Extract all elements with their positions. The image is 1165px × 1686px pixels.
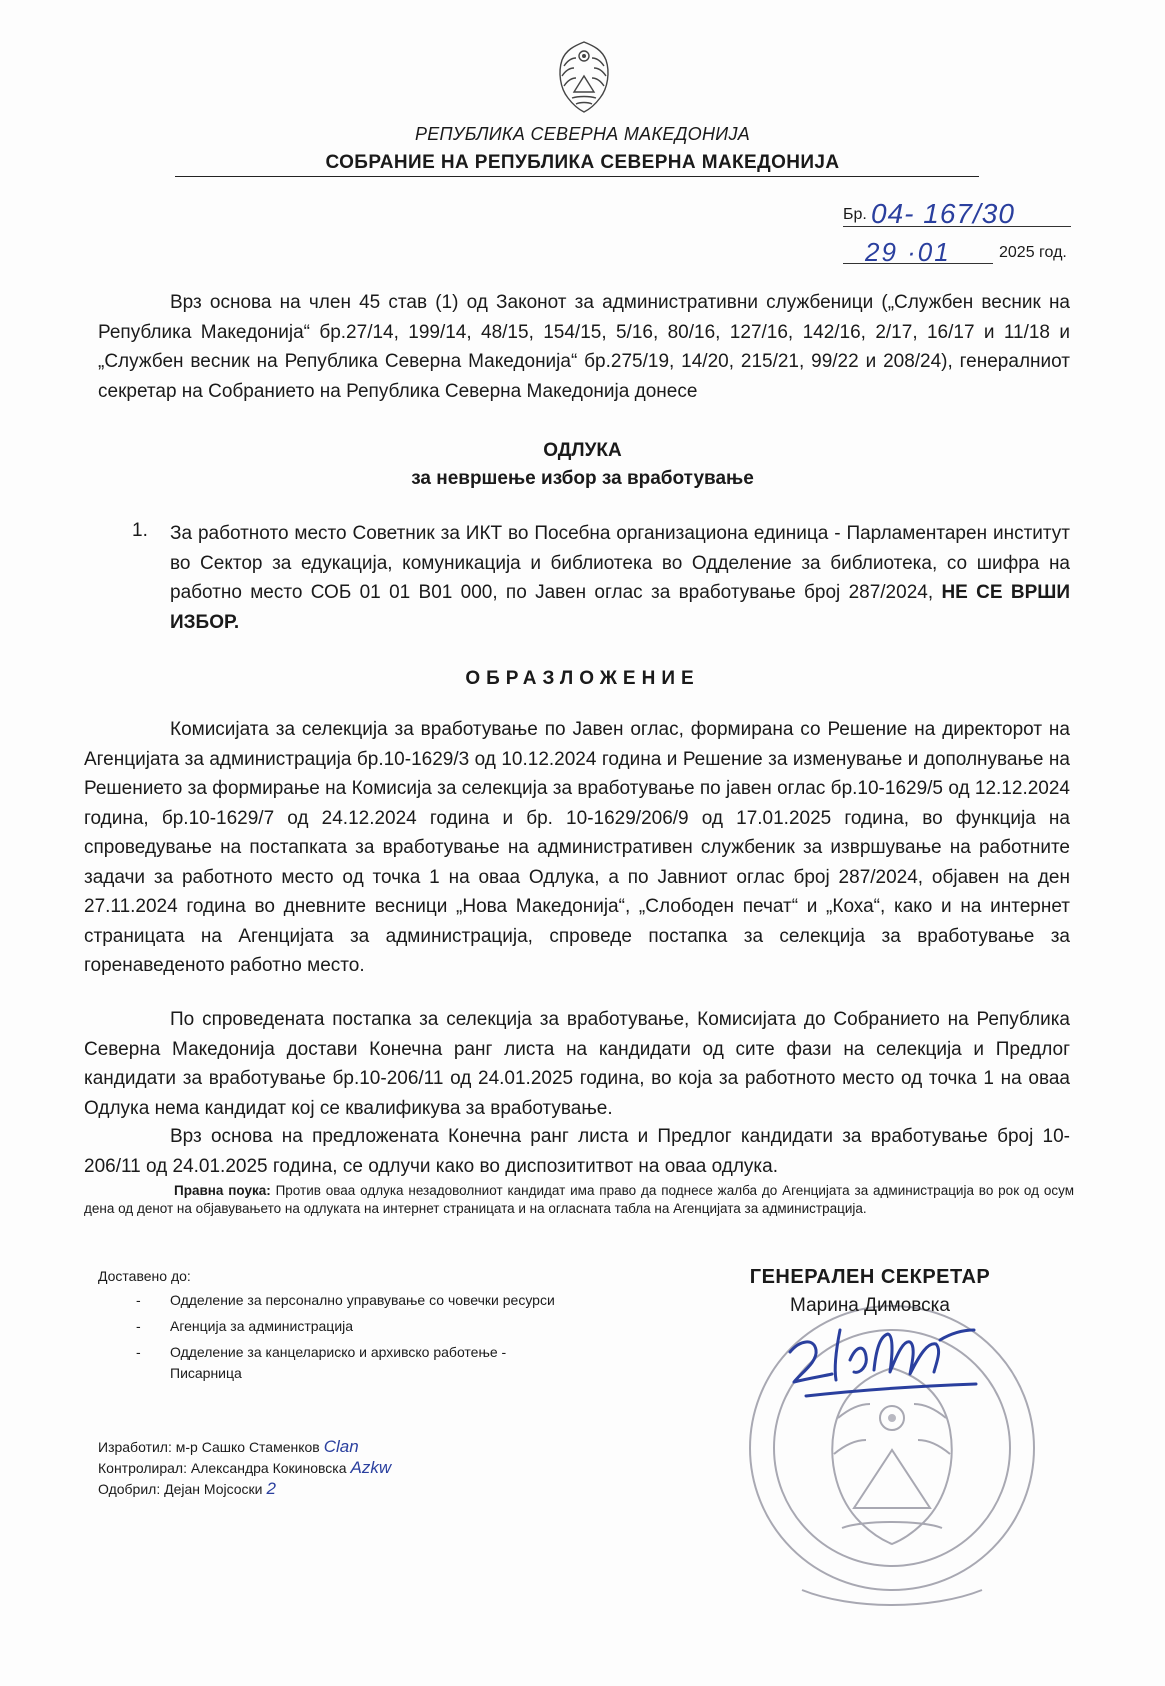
decision-title: ОДЛУКА	[543, 440, 622, 461]
justification-paragraph: Комисијата за селекција за вработување по Јавен оглас, формирана со Решение на директорот на Агенцијата за администрација бр.10-1629/3 од 10.12.2024 година и Решение за изменување и дополнување на Решението за формирање на Комисија за селекција за вработување по јавен оглас бр.10-1629/5 од 12.12.2024 година, бр.10-1629/7 од 24.12.2024 година и бр. 10-1629/206/9 од 17.01.2025 година, во функција на спроведување на постапката за вработување на административен службеник за извршување на работните задачи за работното место од точка 1 на оваа Одлука, а по Јавниот оглас број 287/2024, објавен на ден 27.11.2024 година во дневните весници „Нова Македонија“, „Слободен печат“ и „Коха“, како и на интернет страницата на Агенцијата за администрација, спроведе постапка за селекција за вработување за горенаведеното работно место.	[84, 719, 1070, 976]
registry-number	[843, 200, 1071, 227]
justification-title: ОБРАЗЛОЖЕНИЕ	[465, 668, 700, 689]
coat-of-arms-emblem-icon	[552, 36, 616, 116]
legal-notice-label: Правна поука:	[174, 1183, 271, 1198]
registry-date-suffix: 2025 год.	[999, 244, 1067, 261]
prepared-by-text: Изработил: м-р Сашко Стаменков	[98, 1439, 320, 1455]
decision-item	[170, 519, 1070, 637]
controlled-by-initials: Azkw	[350, 1458, 392, 1477]
republic-name: РЕПУБЛИКА СЕВЕРНА МАКЕДОНИЈА	[414, 124, 751, 144]
registry-date-handwritten: 29 ·01	[865, 237, 951, 267]
decision-item-number: 1.	[132, 520, 148, 541]
decision-item-emphasis: НЕ СЕ ВРШИ ИЗБОР.	[170, 582, 1071, 633]
registry-number-handwritten: 04- 167/30	[871, 198, 1015, 229]
signatory-title: ГЕНЕРАЛЕН СЕКРЕТАР	[749, 1266, 991, 1288]
intro-paragraph: Врз основа на член 45 став (1) од Законот за административни службеници („Службен весник на Република Македонија“ бр.27/14, 199/14, 48/15, 154/15, 5/16, 80/16, 127/16, 142/16, 2/17, 16/17 и 11/18 и „Службен весник на Република Северна Македонија“ бр.275/19, 14/20, 215/21, 99/22 и 208/24), генералниот секретар на Собранието на Република Северна Македонија донесе	[98, 292, 1070, 402]
controlled-by-text: Контролирал: Александра Кокиновска	[98, 1460, 347, 1476]
decision-item-text: За работното место Советник за ИКТ во Посебна организациона единица - Парламентарен институт во Сектор за едукација, комуникација и библиотека во Одделение за библиотека, со шифра на работно место СОБ 01 01 В01 000, по Јавен оглас за вработување број 287/2024,	[170, 523, 1070, 603]
prepared-by-initials: Clan	[323, 1437, 359, 1456]
decision-subtitle: за невршење избор за вработување	[411, 468, 754, 489]
parliament-name: СОБРАНИЕ НА РЕПУБЛИКА СЕВЕРНА МАКЕДОНИЈА	[325, 152, 840, 173]
signatory-name: Марина Димовска	[790, 1295, 950, 1316]
legal-notice-text: Против оваа одлука незадоволниот кандидат има право да поднесе жалба до Агенцијата за администрација во рок од осум дена од денот на објавувањето на одлуката на интернет страницата и на огласната табла на Агенцијата за администрација.	[84, 1183, 1074, 1216]
approved-by	[98, 1479, 276, 1499]
list-item: - Одделение за персонално управување со човечки ресурси	[98, 1290, 568, 1311]
registry-number-prefix: Бр.	[843, 206, 867, 223]
list-item: - Одделение за канцелариско и архивско работење - Писарница	[98, 1342, 568, 1384]
controlled-by	[98, 1458, 391, 1478]
list-item: - Агенција за администрација	[98, 1316, 568, 1337]
approved-by-initials: 2	[266, 1479, 276, 1498]
header-divider	[175, 176, 979, 177]
justification-paragraph: Врз основа на предложената Конечна ранг листа и Предлог кандидати за вработување број 10-206/11 од 24.01.2025 година, се одлучи како во диспозититвот на оваа одлука.	[84, 1126, 1070, 1177]
approved-by-text: Одобрил: Дејан Мојсоски	[98, 1481, 263, 1497]
delivered-to-label: Доставено до:	[98, 1268, 191, 1284]
prepared-by	[98, 1437, 359, 1457]
legal-notice	[84, 1182, 1074, 1218]
registry-date	[843, 237, 1071, 267]
justification-paragraph: По спроведената постапка за селекција за вработување, Комисијата до Собранието на Република Северна Македонија достави Конечна ранг листа на кандидати од сите фази на селекција и Предлог кандидати за вработување бр.10-206/11 од 24.01.2025 година, во која за работното место од точка 1 на оваа Одлука нема кандидат кој се квалификува за вработување.	[84, 1009, 1070, 1119]
delivered-to-list	[98, 1290, 568, 1389]
